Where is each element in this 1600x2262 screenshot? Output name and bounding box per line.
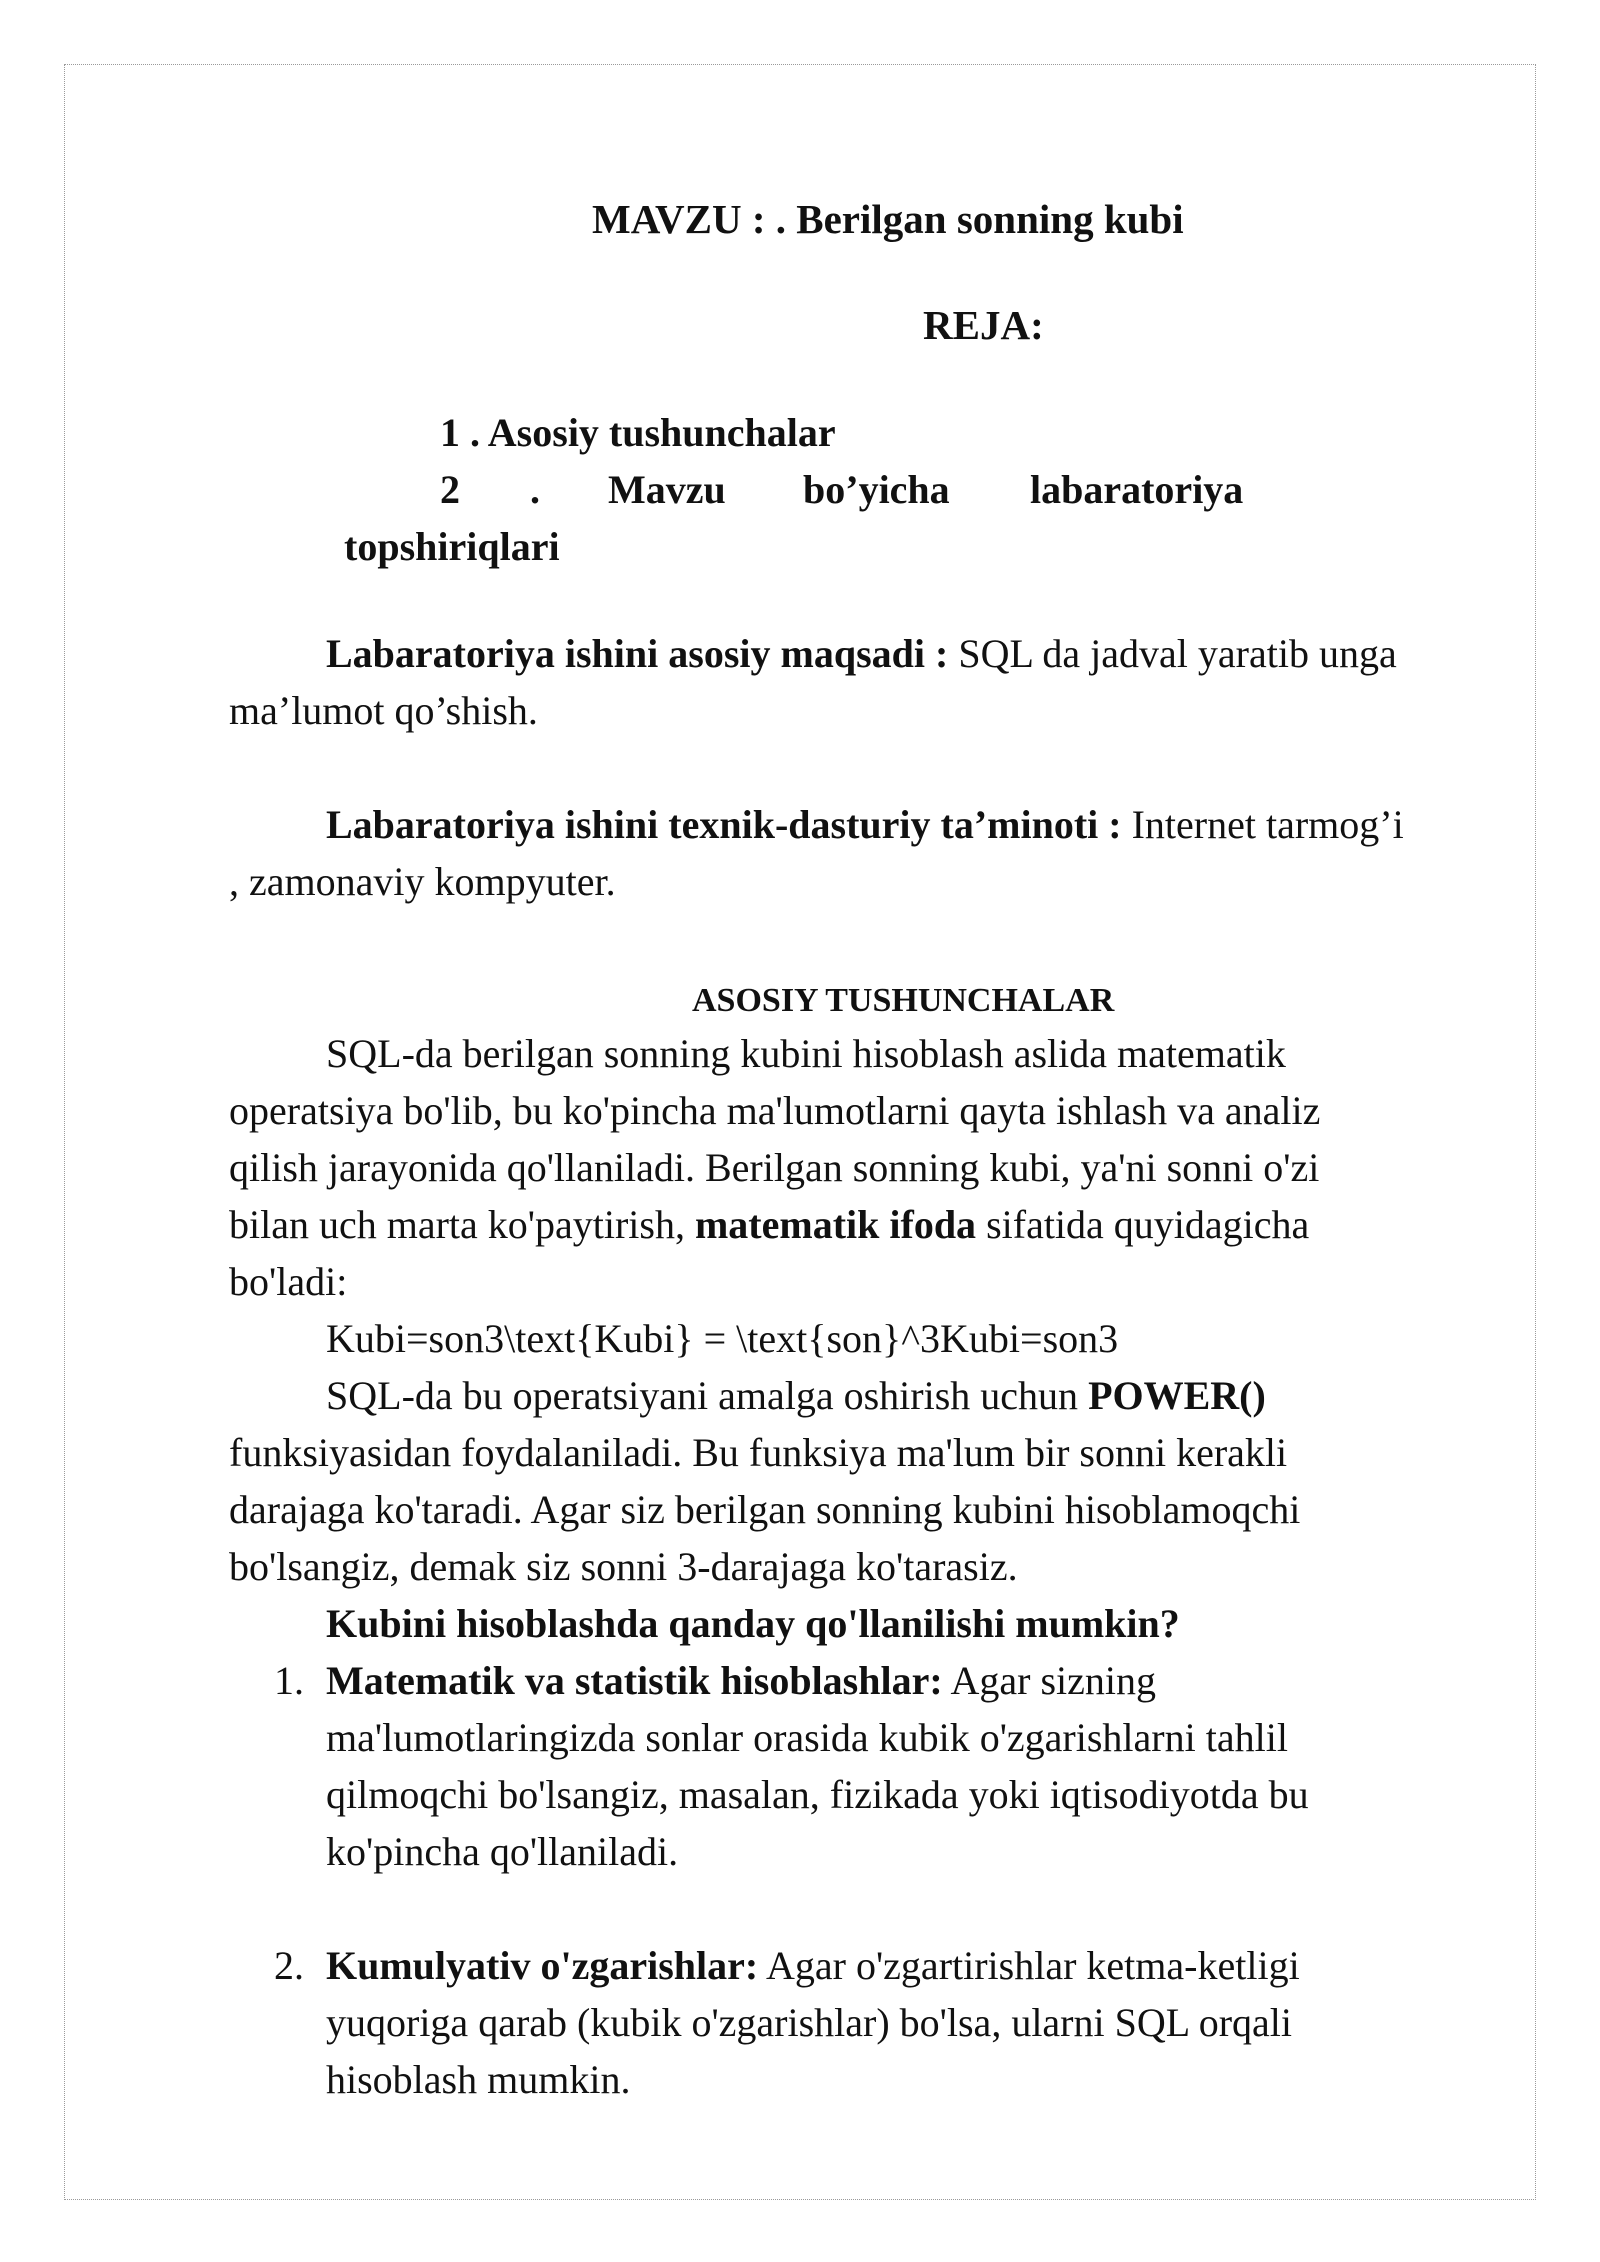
- plan-item-2-word-2: bo’yicha: [803, 467, 950, 512]
- purpose-label: Labaratoriya ishini asosiy maqsadi :: [326, 631, 949, 676]
- purpose-text-2: ma’lumot qo’shish.: [229, 688, 538, 733]
- plan-item-1: 1 . Asosiy tushunchalar: [440, 410, 836, 455]
- para2-line-2: funksiyasidan foydalaniladi. Bu funksiya ma'lum bir sonni kerakli: [229, 1430, 1288, 1475]
- para1-line-4: [229, 1196, 1309, 1253]
- list-item-1-label: Matematik va statistik hisoblashlar:: [326, 1658, 943, 1703]
- para1-line-2: operatsiya bo'lib, bu ko'pincha ma'lumotlarni qayta ishlash va analiz: [229, 1088, 1321, 1133]
- technical-label: Labaratoriya ishini texnik-dasturiy ta’minoti :: [326, 802, 1122, 847]
- list-item-2-line-1: [326, 1937, 1300, 1994]
- para2-bold-function: POWER(): [1088, 1373, 1266, 1418]
- purpose-text-1: SQL da jadval yaratib unga: [948, 631, 1397, 676]
- para2-line-4: bo'lsangiz, demak siz sonni 3-darajaga ko'tarasiz.: [229, 1544, 1018, 1589]
- technical-line-1: [326, 796, 1404, 853]
- plan-item-2-word-3: labaratoriya: [1030, 467, 1244, 512]
- list-item-2-line-3: hisoblash mumkin.: [326, 2057, 631, 2102]
- para2-line-1: [326, 1367, 1266, 1424]
- para1-line-3: qilish jarayonida qo'llaniladi. Berilgan sonning kubi, ya'ni sonni o'zi: [229, 1145, 1320, 1190]
- technical-text-2: , zamonaviy kompyuter.: [229, 859, 616, 904]
- plan-item-2-continuation: topshiriqlari: [344, 524, 560, 569]
- list-item-1-line-3: qilmoqchi bo'lsangiz, masalan, fizikada yoki iqtisodiyotda bu: [326, 1772, 1309, 1817]
- purpose-line-1: [326, 625, 1397, 682]
- list-item-1-line-1: [326, 1652, 1156, 1709]
- para1-line-4-pre: bilan uch marta ko'paytirish,: [229, 1202, 695, 1247]
- plan-item-2-dot: .: [530, 467, 540, 512]
- para1-bold-term: matematik ifoda: [694, 1202, 977, 1247]
- technical-text-1: Internet tarmog’i: [1121, 802, 1404, 847]
- para2-line-3: darajaga ko'taradi. Agar siz berilgan sonning kubini hisoblamoqchi: [229, 1487, 1301, 1532]
- formula: Kubi=son3\text{Kubi} = \text{son}^3Kubi=son3: [326, 1316, 1119, 1361]
- para1-line-5: bo'ladi:: [229, 1259, 348, 1304]
- para1-line-4-post: sifatida quyidagicha: [976, 1202, 1310, 1247]
- list-item-2-line-2: yuqoriga qarab (kubik o'zgarishlar) bo'lsa, ularni SQL orqali: [326, 2000, 1292, 2045]
- list-item-number: 2.: [274, 1943, 304, 1988]
- para2-line-1-pre: SQL-da bu operatsiyani amalga oshirish uchun: [326, 1373, 1089, 1418]
- list-item-number: 1.: [274, 1658, 304, 1703]
- section-heading: ASOSIY TUSHUNCHALAR: [692, 982, 1115, 1019]
- list-item-2-label: Kumulyativ o'zgarishlar:: [326, 1943, 759, 1988]
- plan-heading: REJA:: [923, 302, 1044, 348]
- plan-item-2-number: 2: [440, 467, 460, 512]
- list-item-1-line-2: ma'lumotlaringizda sonlar orasida kubik o'zgarishlarni tahlil: [326, 1715, 1288, 1760]
- question-heading: Kubini hisoblashda qanday qo'llanilishi mumkin?: [326, 1601, 1180, 1646]
- list-item-2-text-1: Agar o'zgartirishlar ketma-ketligi: [758, 1943, 1300, 1988]
- document-title: MAVZU : . Berilgan sonning kubi: [592, 196, 1184, 242]
- para1-line-1: SQL-da berilgan sonning kubini hisoblash aslida matematik: [326, 1031, 1286, 1076]
- list-item-1-line-4: ko'pincha qo'llaniladi.: [326, 1829, 679, 1874]
- plan-item-2-word-1: Mavzu: [608, 467, 726, 512]
- list-item-1-text-1: Agar sizning: [942, 1658, 1156, 1703]
